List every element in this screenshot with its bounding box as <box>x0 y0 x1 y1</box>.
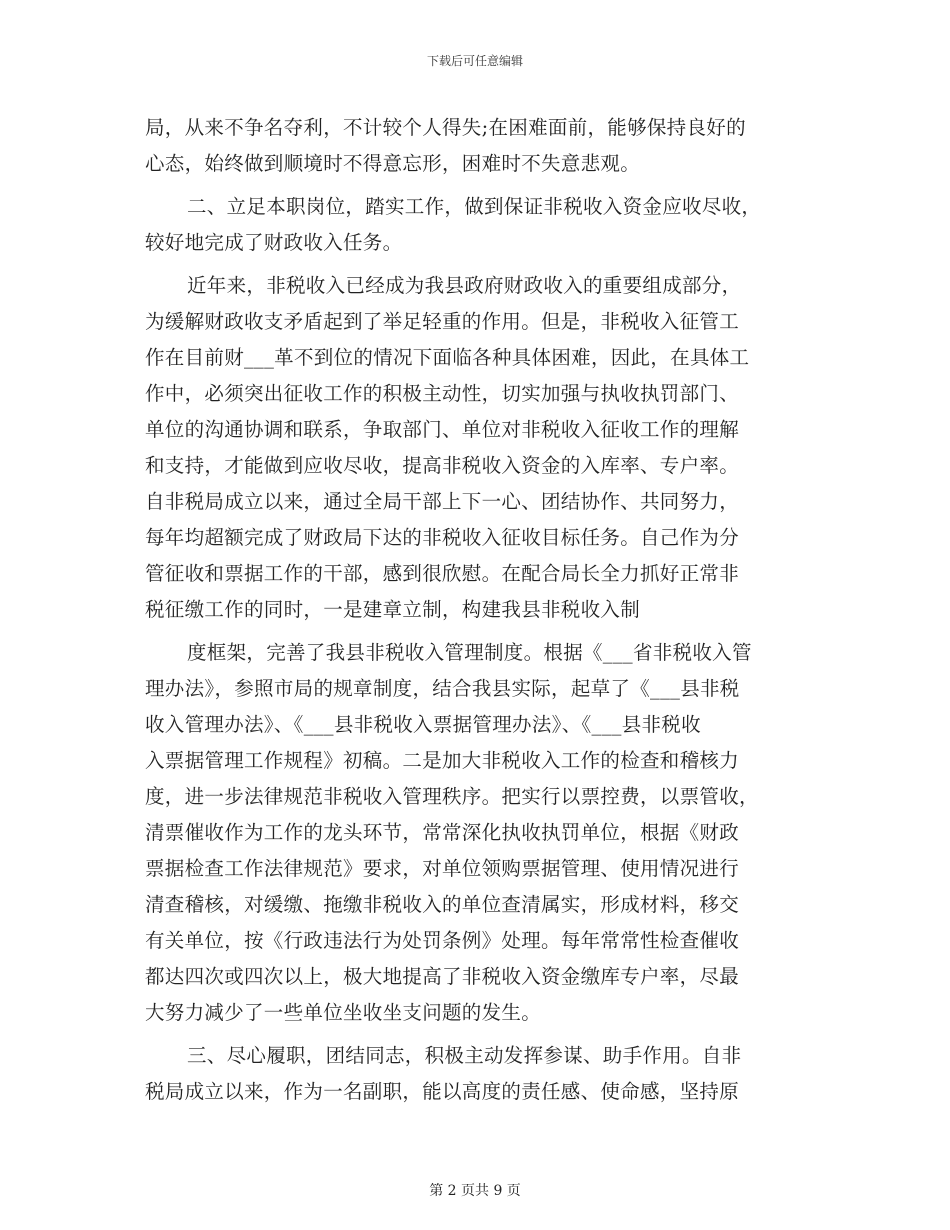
text-line: 三、尽心履职，团结同志，积极主动发挥参谋、助手作用。自非 <box>187 1044 742 1067</box>
text-line: 心态，始终做到顺境时不得意忘形，困难时不失意悲观。 <box>145 152 641 175</box>
text-line: 单位的沟通协调和联系，争取部门、单位对非税收入征收工作的理解 <box>145 418 740 441</box>
text-line: 局，从来不争名夺利，不计较个人得失;在困难面前，能够保持良好的 <box>145 116 746 139</box>
page-header: 下载后可任意编辑 <box>426 54 523 68</box>
text-line: 度，进一步法律规范非税收入管理秩序。把实行以票控费，以票管收， <box>145 785 759 808</box>
document-body <box>145 110 815 1110</box>
text-line: 自非税局成立以来，通过全局干部上下一心、团结协作、共同努力， <box>145 490 740 513</box>
text-line: 管征收和票据工作的干部，感到很欣慰。在配合局长全力抓好正常非 <box>145 562 740 585</box>
text-line: 税征缴工作的同时，一是建章立制，构建我县非税收入制 <box>145 598 641 621</box>
text-line: 和支持，才能做到应收尽收，提高非税收入资金的入库率、专户率。 <box>145 454 740 477</box>
paragraph-gap <box>145 182 815 189</box>
text-line: 为缓解财政收支矛盾起到了举足轻重的作用。但是，非税收入征管工 <box>145 310 740 333</box>
text-line: 近年来，非税收入已经成为我县政府财政收入的重要组成部分， <box>187 274 742 297</box>
paragraph-gap <box>145 628 815 635</box>
text-line: 都达四次或四次以上，极大地提高了非税收入资金缴库专户率，尽最 <box>145 965 740 988</box>
text-line: 理办法》，参照市局的规章制度，结合我县实际，起草了《___县非税 <box>145 677 740 700</box>
text-line: 税局成立以来，作为一名副职，能以高度的责任感、使命感，坚持原 <box>145 1080 740 1103</box>
paragraph-gap <box>145 261 815 268</box>
text-line: 较好地完成了财政收入任务。 <box>145 231 403 254</box>
text-line: 清查稽核，对缓缴、拖缴非税收入的单位查清属实，形成材料，移交 <box>145 893 740 916</box>
text-line: 作在目前财___革不到位的情况下面临各种具体困难，因此，在具体工 <box>145 346 750 369</box>
text-line: 有关单位，按《行政违法行为处罚条例》处理。每年常常性检查催收 <box>145 929 740 952</box>
text-line: 度框架，完善了我县非税收入管理制度。根据《___省非税收入管 <box>187 641 752 664</box>
text-line: 清票催收作为工作的龙头环节，常常深化执收执罚单位，根据《财政 <box>145 821 740 844</box>
page-footer: 第 2 页共 9 页 <box>429 1183 521 1199</box>
paragraph-gap <box>145 1031 815 1038</box>
text-line: 收入管理办法》、《___县非税收入票据管理办法》、《___县非税收 <box>145 713 701 736</box>
text-line: 入票据管理工作规程》初稿。二是加大非税收入工作的检查和稽核力 <box>145 749 740 772</box>
text-line: 二、立足本职岗位，踏实工作，做到保证非税收入资金应收尽收， <box>187 195 762 218</box>
text-line: 大努力减少了一些单位坐收坐支问题的发生。 <box>145 1001 542 1024</box>
text-line: 作中，必须突出征收工作的积极主动性，切实加强与执收执罚部门、 <box>145 382 740 405</box>
text-line: 每年均超额完成了财政局下达的非税收入征收目标任务。自己作为分 <box>145 526 740 549</box>
text-line: 票据检查工作法律规范》要求，对单位领购票据管理、使用情况进行 <box>145 857 740 880</box>
